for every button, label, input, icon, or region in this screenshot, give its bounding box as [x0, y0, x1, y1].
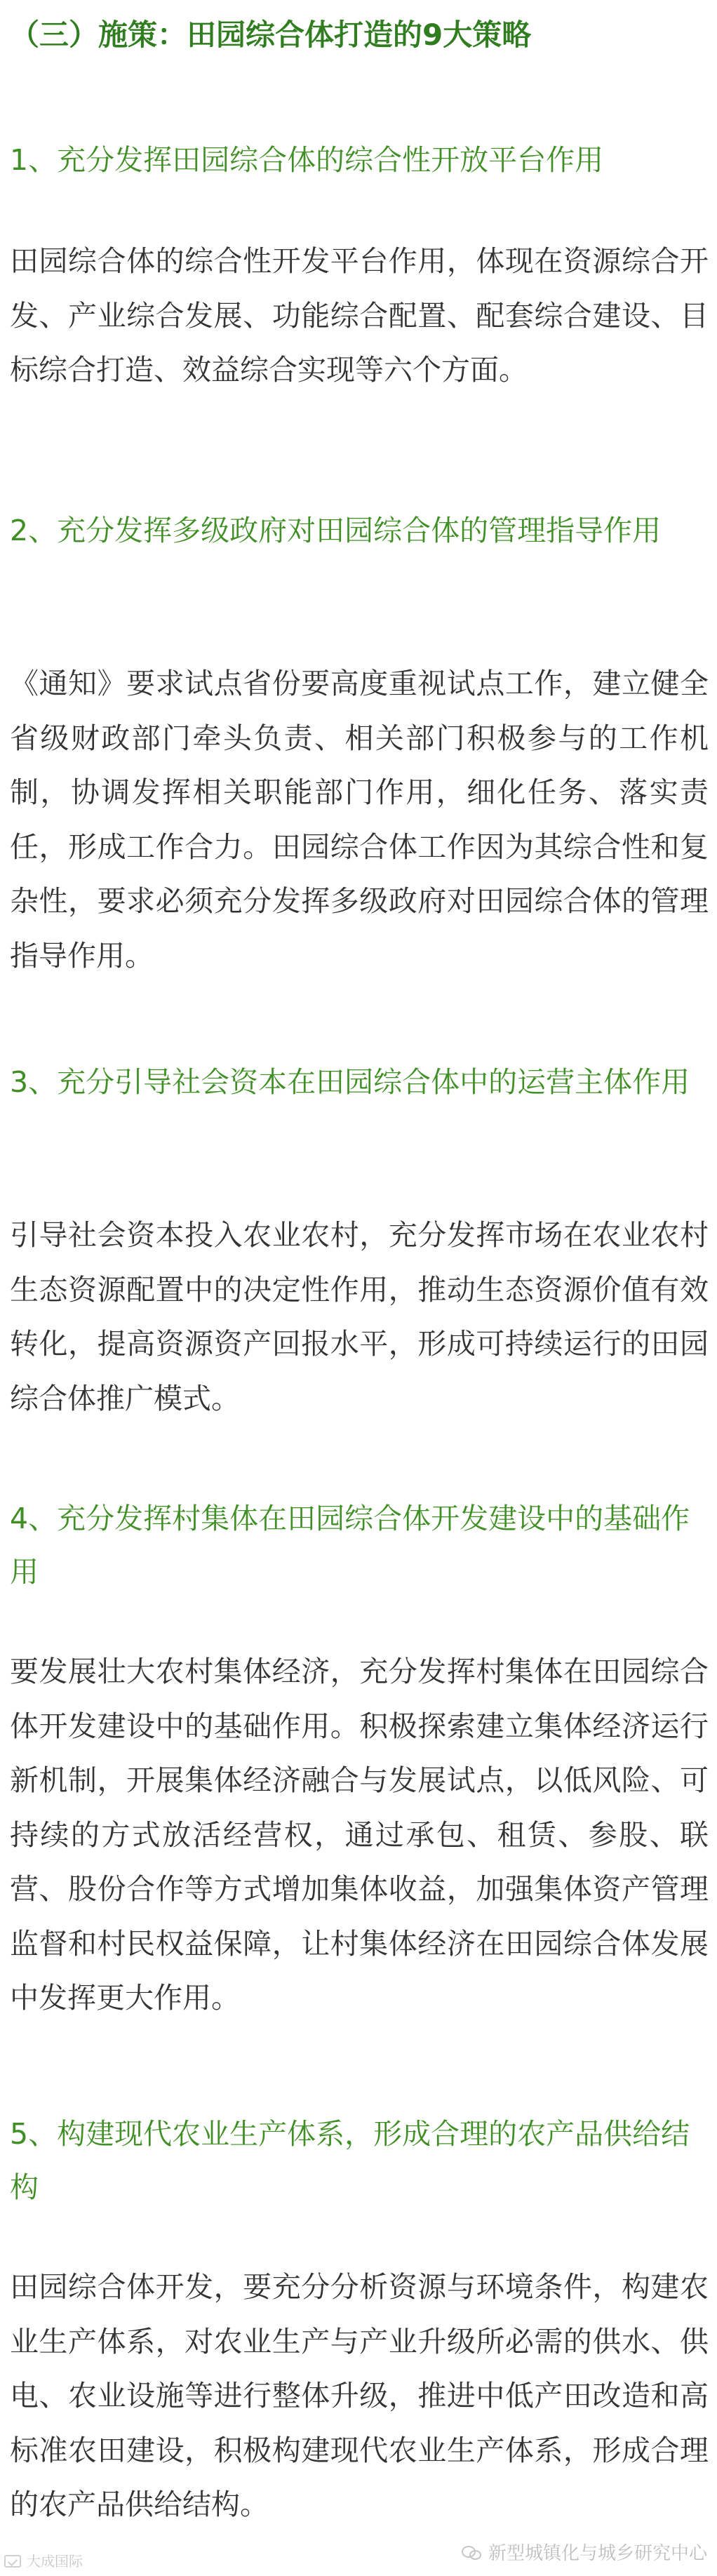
watermark-left — [4, 2552, 83, 2570]
item-2-heading: 2、充分发挥多级政府对田园综合体的管理指导作用 — [10, 514, 662, 547]
item-2-body: 《通知》要求试点省份要高度重视试点工作，建立健全省级财政部门牵头负责、相关部门积极参与的工作机制，协调发挥相关职能部门作用，细化任务、落实责任，形成工作合力。田园综合体工作因为其综合性和复杂性，要求必须充分发挥多级政府对田园综合体的管理指导作用。 — [10, 667, 709, 973]
item-4-heading: 4、充分发挥村集体在田园综合体开发建设中的基础作用 — [10, 1502, 690, 1589]
watermark-logo-icon — [4, 2555, 21, 2568]
item-3-body: 引导社会资本投入农业农村，充分发挥市场在农业农村生态资源配置中的决定性作用，推动生态资源价值有效转化，提高资源资产回报水平，形成可持续运行的田园综合体推广模式。 — [10, 1218, 709, 1415]
watermark-left-text: 大成国际 — [27, 2553, 83, 2570]
item-1-heading: 1、充分发挥田园综合体的综合性开放平台作用 — [10, 143, 604, 177]
section-title: （三）施策：田园综合体打造的9大策略 — [10, 18, 532, 52]
item-5-heading: 5、构建现代农业生产体系，形成合理的农产品供给结构 — [10, 2117, 690, 2204]
item-5-body: 田园综合体开发，要充分分析资源与环境条件，构建农业生产体系，对农业生产与产业升级所必需的供水、供电、农业设施等进行整体升级，推进中低产田改造和高标准农田建设，积极构建现代农业生产体系，形成合理的农产品供给结构。 — [10, 2270, 709, 2521]
watermark-right — [462, 2542, 707, 2565]
wechat-icon — [462, 2544, 483, 2563]
item-4-body: 要发展壮大农村集体经济，充分发挥村集体在田园综合体开发建设中的基础作用。积极探索建立集体经济运行新机制，开展集体经济融合与发展试点，以低风险、可持续的方式放活经营权，通过承包、租赁、参股、联营、股份合作等方式增加集体收益，加强集体资产管理监督和村民权益保障，让村集体经济在田园综合体发展中发挥更大作用。 — [10, 1655, 709, 2015]
item-3-heading: 3、充分引导社会资本在田园综合体中的运营主体作用 — [10, 1065, 690, 1099]
item-1-body: 田园综合体的综合性开发平台作用，体现在资源综合开发、产业综合发展、功能综合配置、配套综合建设、目标综合打造、效益综合实现等六个方面。 — [10, 244, 709, 387]
watermark-right-text: 新型城镇化与城乡研究中心 — [488, 2543, 707, 2564]
